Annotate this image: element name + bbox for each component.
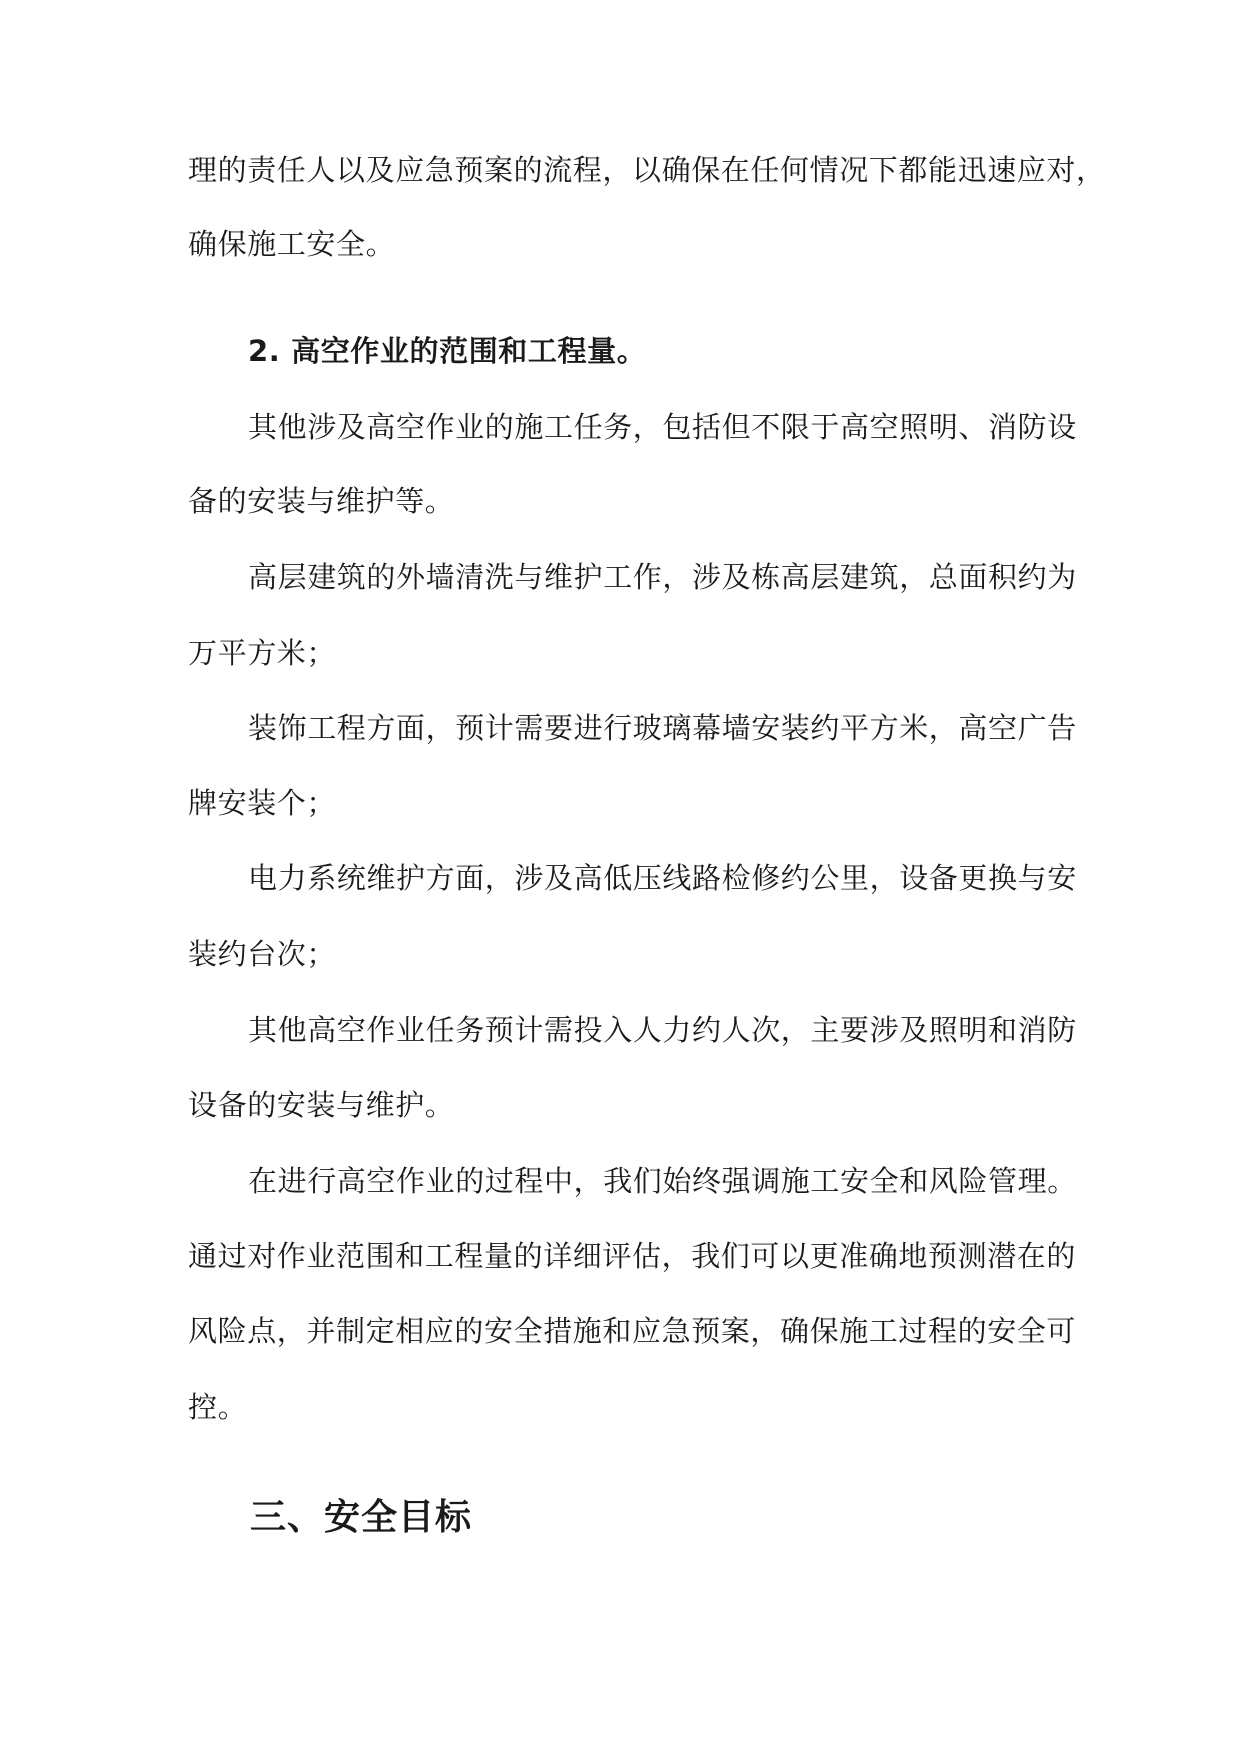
- paragraph-line: 高层建筑的外墙清洗与维护工作，涉及栋高层建筑，总面积约为: [248, 560, 1077, 594]
- chapter-heading: 三、安全目标: [250, 1497, 473, 1538]
- paragraph-line: 控。: [188, 1390, 248, 1424]
- paragraph-line: 理的责任人以及应急预案的流程，以确保在任何情况下都能迅速应对，: [188, 153, 1106, 187]
- paragraph-line: 在进行高空作业的过程中，我们始终强调施工安全和风险管理。: [248, 1164, 1077, 1198]
- paragraph-line: 装饰工程方面，预计需要进行玻璃幕墙安装约平方米，高空广告: [248, 711, 1077, 745]
- paragraph-line: 牌安装个；: [188, 786, 337, 820]
- paragraph-line: 万平方米；: [188, 636, 337, 670]
- section-heading: 2. 高空作业的范围和工程量。: [248, 334, 647, 368]
- paragraph-line: 备的安装与维护等。: [188, 484, 455, 518]
- paragraph-line: 装约台次；: [188, 937, 337, 971]
- paragraph-line: 其他高空作业任务预计需投入人力约人次，主要涉及照明和消防: [248, 1013, 1077, 1047]
- paragraph-line: 风险点，并制定相应的安全措施和应急预案，确保施工过程的安全可: [188, 1314, 1077, 1348]
- paragraph-line: 确保施工安全。: [188, 227, 396, 261]
- paragraph-line: 设备的安装与维护。: [188, 1088, 455, 1122]
- paragraph-line: 其他涉及高空作业的施工任务，包括但不限于高空照明、消防设: [248, 410, 1077, 444]
- paragraph-line: 通过对作业范围和工程量的详细评估，我们可以更准确地预测潜在的: [188, 1239, 1077, 1273]
- paragraph-line: 电力系统维护方面，涉及高低压线路检修约公里，设备更换与安: [248, 861, 1077, 895]
